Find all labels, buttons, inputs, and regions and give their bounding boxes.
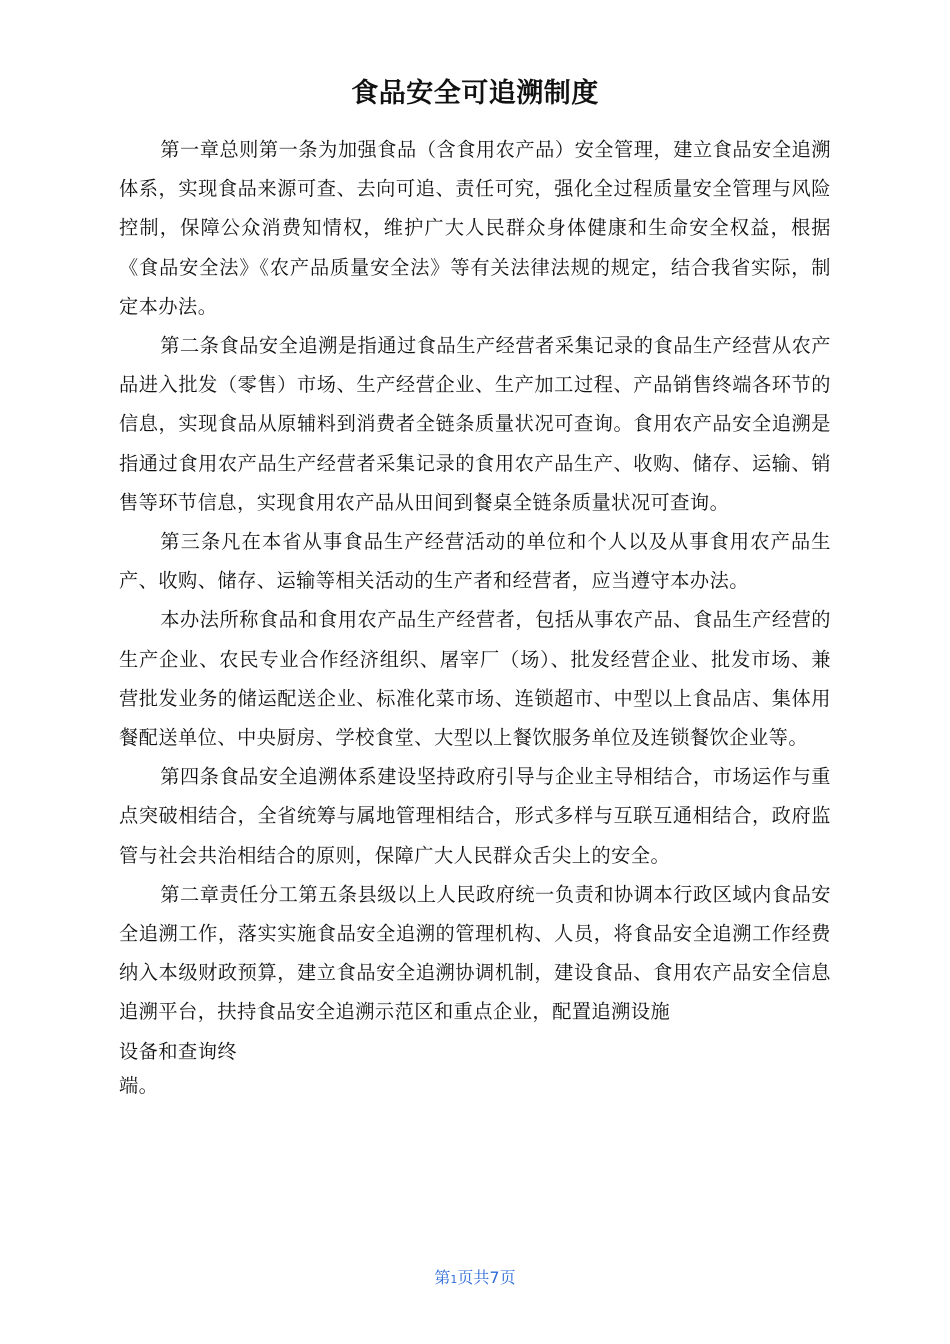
paragraph-6: 第二章责任分工第五条县级以上人民政府统一负责和协调本行政区域内食品安全追溯工作，落实实施食品安全追溯的管理机构、人员，将食品安全追溯工作经费纳入本级财政预算，建立食品安全追溯协调机制，建设食品、食用农产品安全信息追溯平台，扶持食品安全追溯示范区和重点企业，配置追溯设施 — [119, 882, 831, 1024]
page-footer — [0, 1266, 950, 1292]
footer-page-number: 1 — [450, 1273, 458, 1286]
footer-page-total: 7 — [489, 1268, 500, 1287]
paragraph-4: 本办法所称食品和食用农产品生产经营者，包括从事农产品、食品生产经营的生产企业、农民专业合作经济组织、屠宰厂（场）、批发经营企业、批发市场、兼营批发业务的储运配送企业、标准化菜市场、连锁超市、中型以上食品店、集体用餐配送单位、中央厨房、学校食堂、大型以上餐饮服务单位及连锁餐饮企业等。 — [119, 608, 831, 750]
document-body — [119, 130, 831, 1100]
footer-prefix: 第 — [434, 1268, 451, 1287]
footer-suffix: 页 — [499, 1268, 516, 1287]
paragraph-2: 第二条食品安全追溯是指通过食品生产经营者采集记录的食品生产经营从农产品进入批发（零售）市场、生产经营企业、生产加工过程、产品销售终端各环节的信息，实现食品从原辅料到消费者全链条质量状况可查询。食用农产品安全追溯是指通过食用农产品生产经营者采集记录的食用农产品生产、收购、储存、运输、销售等环节信息，实现食用农产品从田间到餐桌全链条质量状况可查询。 — [119, 334, 831, 514]
paragraph-6-tail-line-2: 端。 — [119, 1073, 159, 1097]
paragraph-1: 第一章总则第一条为加强食品（含食用农产品）安全管理，建立食品安全追溯体系，实现食品来源可查、去向可追、责任可究，强化全过程质量安全管理与风险控制，保障公众消费知情权，维护广大人民群众身体健康和生命安全权益，根据《食品安全法》《农产品质量安全法》等有关法律法规的规定，结合我省实际，制定本办法。 — [119, 138, 831, 318]
paragraph-6-tail-line-1: 设备和查询终 — [119, 1039, 238, 1063]
document-title: 食品安全可追溯制度 — [351, 78, 599, 109]
paragraph-3: 第三条凡在本省从事食品生产经营活动的单位和个人以及从事食用农产品生产、收购、储存、运输等相关活动的生产者和经营者，应当遵守本办法。 — [119, 530, 831, 593]
footer-middle: 页共 — [457, 1268, 490, 1287]
paragraph-5: 第四条食品安全追溯体系建设坚持政府引导与企业主导相结合，市场运作与重点突破相结合，全省统筹与属地管理相结合，形式多样与互联互通相结合，政府监管与社会共治相结合的原则，保障广大人民群众舌尖上的安全。 — [119, 765, 831, 867]
